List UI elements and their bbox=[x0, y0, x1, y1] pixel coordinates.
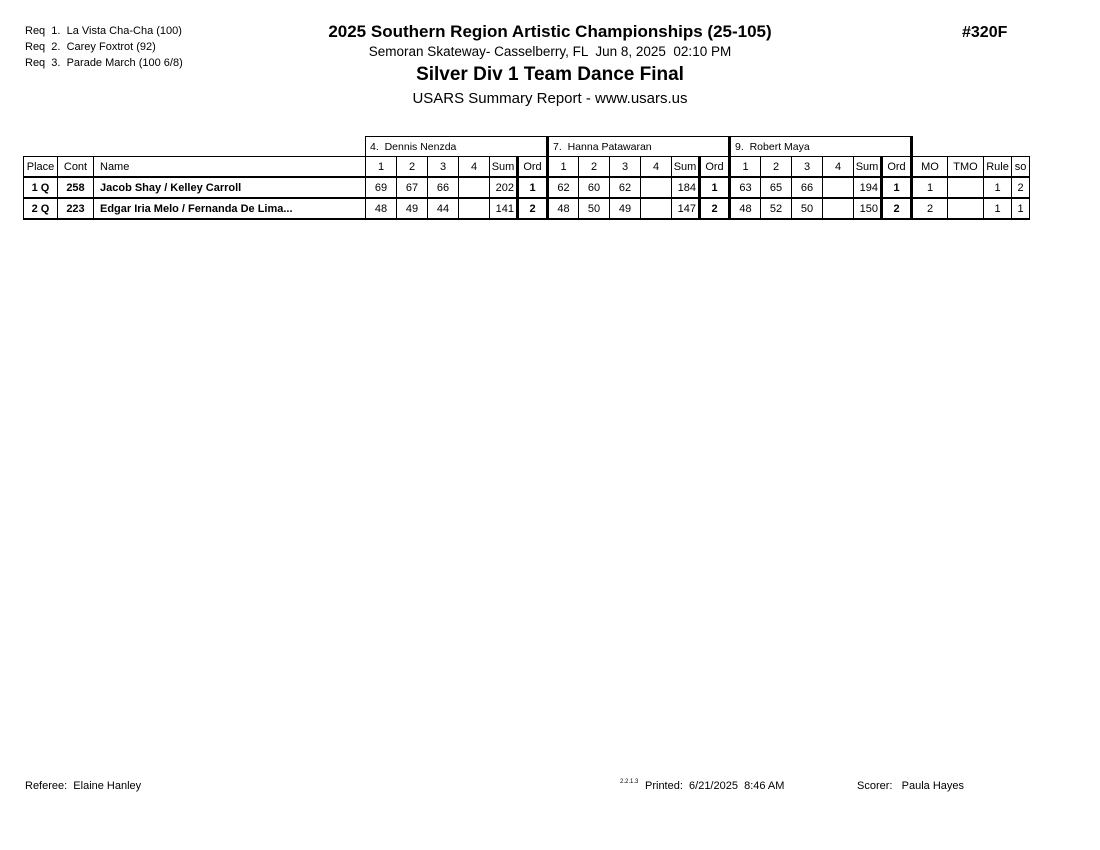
ord-cell: 1 bbox=[882, 177, 912, 198]
judges-row-right-spacer bbox=[912, 137, 1030, 157]
score-col-header: 3 bbox=[610, 157, 641, 178]
score-col-header: 1 bbox=[730, 157, 761, 178]
judge-name-cell: 4. Dennis Nenzda bbox=[366, 137, 548, 157]
sum-cell: 194 bbox=[854, 177, 882, 198]
judges-header-row bbox=[24, 137, 1030, 157]
place-cell: 2 Q bbox=[24, 198, 58, 219]
sum-cell: 202 bbox=[490, 177, 518, 198]
software-version: 2.2.1.3 bbox=[620, 779, 639, 785]
ord-header-cell: Ord bbox=[882, 157, 912, 178]
score-cell bbox=[459, 177, 490, 198]
score-cell bbox=[459, 198, 490, 219]
column-header-row bbox=[24, 157, 1030, 178]
tmo-cell bbox=[948, 198, 984, 219]
tmo-header-cell: TMO bbox=[948, 157, 984, 178]
name-header-cell: Name bbox=[94, 157, 366, 178]
so-cell: 2 bbox=[1012, 177, 1030, 198]
judges-row-left-spacer bbox=[24, 137, 366, 157]
mo-cell: 1 bbox=[912, 177, 948, 198]
cont-cell: 258 bbox=[58, 177, 94, 198]
score-cell: 62 bbox=[610, 177, 641, 198]
req-line: Req 3. Parade March (100 6/8) bbox=[25, 57, 183, 69]
score-cell: 62 bbox=[548, 177, 579, 198]
mo-cell: 2 bbox=[912, 198, 948, 219]
score-cell: 49 bbox=[397, 198, 428, 219]
scorer-line: Scorer: Paula Hayes bbox=[857, 780, 964, 792]
result-row bbox=[24, 177, 1030, 198]
req-line: Req 2. Carey Foxtrot (92) bbox=[25, 41, 156, 53]
cont-cell: 223 bbox=[58, 198, 94, 219]
ord-cell: 1 bbox=[700, 177, 730, 198]
so-cell: 1 bbox=[1012, 198, 1030, 219]
req-line: Req 1. La Vista Cha-Cha (100) bbox=[25, 25, 182, 37]
ord-header-cell: Ord bbox=[518, 157, 548, 178]
sum-cell: 141 bbox=[490, 198, 518, 219]
report-title: USARS Summary Report - www.usars.us bbox=[412, 90, 688, 107]
score-cell bbox=[823, 198, 854, 219]
sum-header-cell: Sum bbox=[672, 157, 700, 178]
cont-header-cell: Cont bbox=[58, 157, 94, 178]
event-title: Silver Div 1 Team Dance Final bbox=[416, 64, 684, 85]
score-col-header: 1 bbox=[548, 157, 579, 178]
score-cell: 49 bbox=[610, 198, 641, 219]
score-cell: 60 bbox=[579, 177, 610, 198]
ord-cell: 1 bbox=[518, 177, 548, 198]
score-cell: 52 bbox=[761, 198, 792, 219]
so-header-cell: so bbox=[1012, 157, 1030, 178]
score-cell bbox=[641, 177, 672, 198]
mo-header-cell: MO bbox=[912, 157, 948, 178]
ord-cell: 2 bbox=[882, 198, 912, 219]
ord-cell: 2 bbox=[700, 198, 730, 219]
sum-header-cell: Sum bbox=[854, 157, 882, 178]
score-cell: 67 bbox=[397, 177, 428, 198]
score-cell: 63 bbox=[730, 177, 761, 198]
judge-name-cell: 9. Robert Maya bbox=[730, 137, 912, 157]
score-col-header: 3 bbox=[792, 157, 823, 178]
sum-cell: 150 bbox=[854, 198, 882, 219]
name-cell: Jacob Shay / Kelley Carroll bbox=[94, 177, 366, 198]
score-cell: 48 bbox=[548, 198, 579, 219]
score-cell: 69 bbox=[366, 177, 397, 198]
result-row bbox=[24, 198, 1030, 219]
score-cell bbox=[823, 177, 854, 198]
venue-date-line: Semoran Skateway- Casselberry, FL Jun 8, 2025 02:10 PM bbox=[368, 44, 732, 59]
rule-cell: 1 bbox=[984, 177, 1012, 198]
place-cell: 1 Q bbox=[24, 177, 58, 198]
score-cell: 66 bbox=[792, 177, 823, 198]
tmo-cell bbox=[948, 177, 984, 198]
score-cell: 50 bbox=[792, 198, 823, 219]
referee-line: Referee: Elaine Hanley bbox=[25, 780, 142, 792]
championship-title: 2025 Southern Region Artistic Championships (25-105) bbox=[328, 22, 772, 41]
printed-line: Printed: 6/21/2025 8:46 AM bbox=[645, 780, 785, 792]
rule-cell: 1 bbox=[984, 198, 1012, 219]
score-col-header: 4 bbox=[641, 157, 672, 178]
sum-header-cell: Sum bbox=[490, 157, 518, 178]
results-table-wrap bbox=[23, 136, 1030, 220]
score-col-header: 2 bbox=[397, 157, 428, 178]
name-cell: Edgar Iria Melo / Fernanda De Lima... bbox=[94, 198, 366, 219]
score-col-header: 3 bbox=[428, 157, 459, 178]
ord-header-cell: Ord bbox=[700, 157, 730, 178]
score-cell: 48 bbox=[730, 198, 761, 219]
report-header bbox=[0, 21, 1100, 108]
score-col-header: 4 bbox=[459, 157, 490, 178]
score-cell: 65 bbox=[761, 177, 792, 198]
ord-cell: 2 bbox=[518, 198, 548, 219]
score-col-header: 2 bbox=[579, 157, 610, 178]
sum-cell: 147 bbox=[672, 198, 700, 219]
score-cell: 44 bbox=[428, 198, 459, 219]
rule-header-cell: Rule bbox=[984, 157, 1012, 178]
score-cell: 66 bbox=[428, 177, 459, 198]
score-cell: 50 bbox=[579, 198, 610, 219]
place-header-cell: Place bbox=[24, 157, 58, 178]
score-col-header: 1 bbox=[366, 157, 397, 178]
score-col-header: 4 bbox=[823, 157, 854, 178]
score-col-header: 2 bbox=[761, 157, 792, 178]
score-cell: 48 bbox=[366, 198, 397, 219]
document-number: #320F bbox=[962, 24, 1008, 41]
score-cell bbox=[641, 198, 672, 219]
judge-name-cell: 7. Hanna Patawaran bbox=[548, 137, 730, 157]
results-table bbox=[23, 136, 1030, 220]
sum-cell: 184 bbox=[672, 177, 700, 198]
